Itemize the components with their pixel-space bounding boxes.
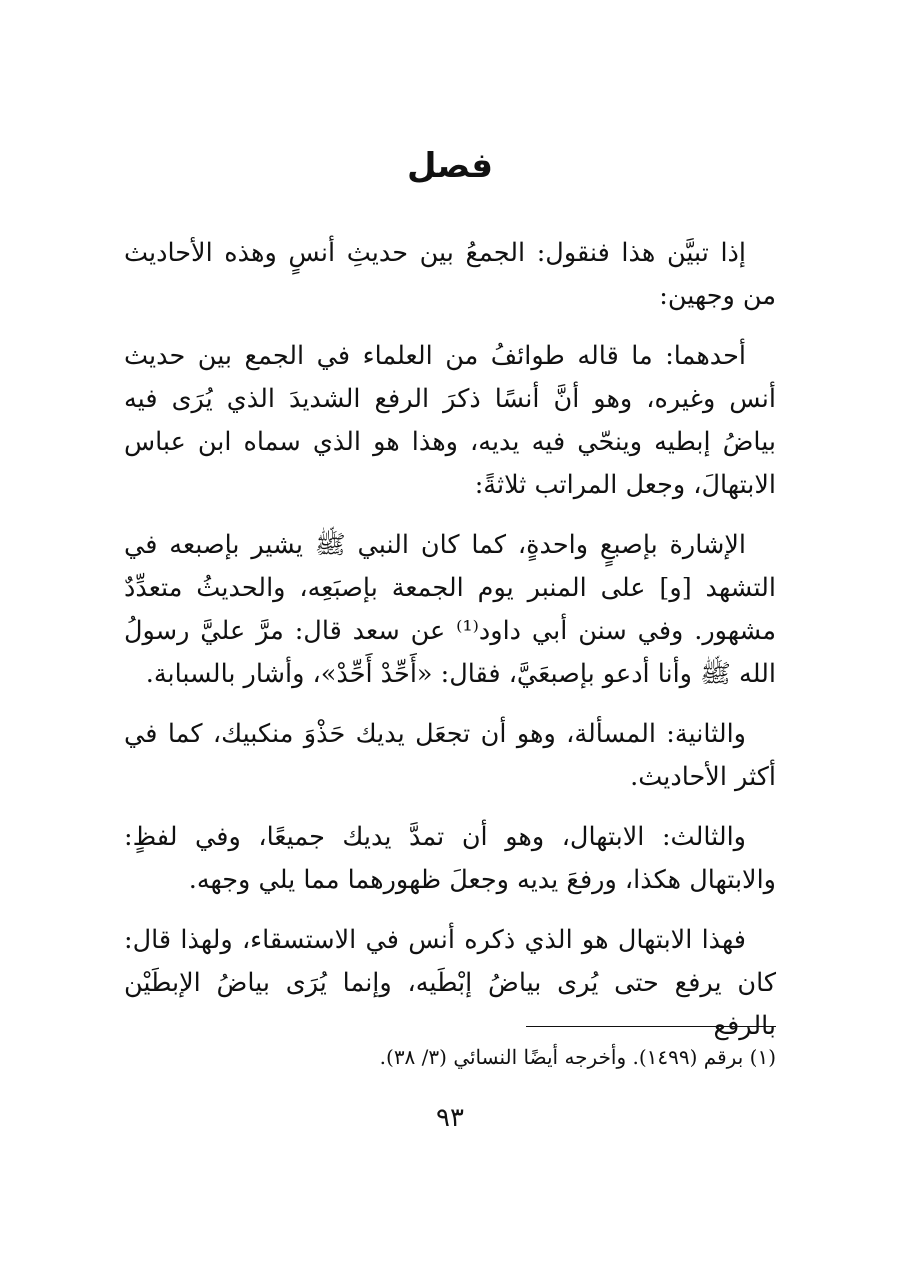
paragraph: والثالث: الابتهال، وهو أن تمدَّ يديك جميعًا، وفي لفظٍ: والابتهال هكذا، ورفعَ يديه وجعلَ ظهورهما مما يلي وجهه. — [124, 822, 776, 895]
body-text — [124, 232, 776, 1065]
paragraph: أحدهما: ما قاله طوائفُ من العلماء في الجمع بين حديث أنس وغيره، وهو أنَّ أنسًا ذكرَ الرفع الشديدَ الذي يُرَى فيه بياضُ إبطيه وينحّي فيه يديه، وهذا هو الذي سماه ابن عباس الابتهالَ، وجعل المراتب ثلاثةً: — [124, 341, 776, 500]
footnote: (١) برقم (١٤٩٩). وأخرجه أيضًا النسائي (٣/ ٣٨). — [379, 1045, 776, 1069]
section-heading: فصل — [406, 146, 494, 186]
paragraph: فهذا الابتهال هو الذي ذكره أنس في الاستسقاء، ولهذا قال: كان يرفع حتى يُرى بياضُ إبْطَيه، وإنما يُرَى بياضُ الإبطَيْن بالرفع — [124, 925, 776, 1041]
paragraph: والثانية: المسألة، وهو أن تجعَل يديك حَذْوَ منكبيك، كما في أكثر الأحاديث. — [124, 719, 776, 792]
paragraph: إذا تبيَّن هذا فنقول: الجمعُ بين حديثِ أنسٍ وهذه الأحاديث من وجهين: — [124, 238, 776, 311]
footnote-divider — [526, 1026, 776, 1027]
page-number: ٩٣ — [436, 1103, 464, 1133]
paragraph: الإشارة بإصبعٍ واحدةٍ، كما كان النبي ﷺ يشير بإصبعه في التشهد [و] على المنبر يوم الجمعة بإصبَعِه، والحديثُ متعدِّدٌ مشهور. وفي سنن أبي داود⁽¹⁾ عن سعد قال: مرَّ عليَّ رسولُ الله ﷺ وأنا أدعو بإصبعَيَّ، فقال: «أَحِّدْ أَحِّدْ»، وأشار بالسبابة. — [124, 530, 777, 689]
